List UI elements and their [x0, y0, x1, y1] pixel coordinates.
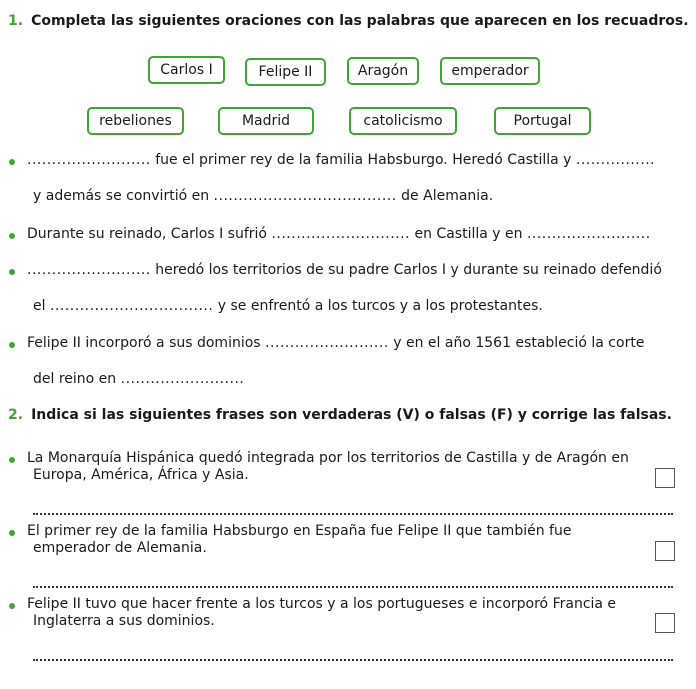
blank-1b[interactable]: ................	[575, 152, 656, 168]
bullet-1	[9, 159, 15, 165]
sentence-1-line-1: ......................... fue el primer rey de la familia Habsburgo. Heredó Castilla y ................	[27, 152, 656, 168]
sentence-3-line-1: ......................... heredó los territorios de su padre Carlos I y durante su reinado defendió	[27, 262, 662, 278]
sentence-4-line-1: Felipe II incorporó a sus dominios ......................... y en el año 1561 estableció la corte	[27, 335, 645, 351]
tf-item-2-line-1: El primer rey de la familia Habsburgo en España fue Felipe II que también fue	[27, 523, 572, 539]
word-box-felipe-ii[interactable]: Felipe II	[245, 58, 326, 86]
blank-3a[interactable]: .........................	[27, 262, 151, 278]
tf-checkbox-3[interactable]	[655, 613, 675, 633]
tf-item-1-line-1: La Monarquía Hispánica quedó integrada por los territorios de Castilla y de Aragón en	[27, 450, 629, 466]
bullet-4	[9, 342, 15, 348]
question-1-instruction: Completa las siguientes oraciones con las palabras que aparecen en los recuadros.	[31, 13, 689, 29]
question-2-title	[8, 407, 672, 423]
sentence-1-line-2: y además se convirtió en ..................................... de Alemania.	[33, 188, 494, 204]
bullet-3	[9, 269, 15, 275]
tf-item-1-line-2: Europa, América, África y Asia.	[33, 467, 249, 483]
word-box-emperador[interactable]: emperador	[440, 57, 540, 85]
tf-item-2-line-2: emperador de Alemania.	[33, 540, 207, 556]
correction-line-1[interactable]	[33, 513, 673, 515]
word-box-aragon[interactable]: Aragón	[347, 57, 419, 85]
blank-3b[interactable]: .................................	[49, 298, 214, 314]
sentence-2-line-1: Durante su reinado, Carlos I sufrió ............................ en Castilla y en .........................	[27, 226, 651, 242]
word-box-rebeliones[interactable]: rebeliones	[87, 107, 184, 135]
tf-checkbox-1[interactable]	[655, 468, 675, 488]
correction-line-2[interactable]	[33, 586, 673, 588]
tf-bullet-1	[9, 457, 15, 463]
word-box-madrid[interactable]: Madrid	[218, 107, 314, 135]
question-1-number: 1.	[8, 13, 24, 29]
sentence-4-line-2: del reino en .........................	[33, 371, 245, 387]
tf-bullet-2	[9, 530, 15, 536]
tf-bullet-3	[9, 603, 15, 609]
word-box-portugal[interactable]: Portugal	[494, 107, 591, 135]
question-2-instruction: Indica si las siguientes frases son verdaderas (V) o falsas (F) y corrige las falsas.	[31, 407, 672, 423]
blank-2a[interactable]: ............................	[271, 226, 411, 242]
correction-line-3[interactable]	[33, 659, 673, 661]
tf-checkbox-2[interactable]	[655, 541, 675, 561]
question-1-title	[8, 13, 689, 29]
word-box-catolicismo[interactable]: catolicismo	[349, 107, 457, 135]
blank-4c[interactable]: .........................	[120, 371, 245, 387]
bullet-2	[9, 233, 15, 239]
blank-4a[interactable]: .........................	[265, 335, 389, 351]
sentence-3-line-2: el ................................. y se enfrentó a los turcos y a los protestantes.	[33, 298, 543, 314]
blank-2b[interactable]: .........................	[526, 226, 651, 242]
word-box-carlos-i[interactable]: Carlos I	[148, 56, 225, 84]
blank-1c[interactable]: .....................................	[213, 188, 397, 204]
tf-item-3-line-2: Inglaterra a sus dominios.	[33, 613, 215, 629]
blank-1a[interactable]: .........................	[27, 152, 151, 168]
tf-item-3-line-1: Felipe II tuvo que hacer frente a los turcos y a los portugueses e incorporó Francia e	[27, 596, 617, 612]
question-2-number: 2.	[8, 407, 24, 423]
